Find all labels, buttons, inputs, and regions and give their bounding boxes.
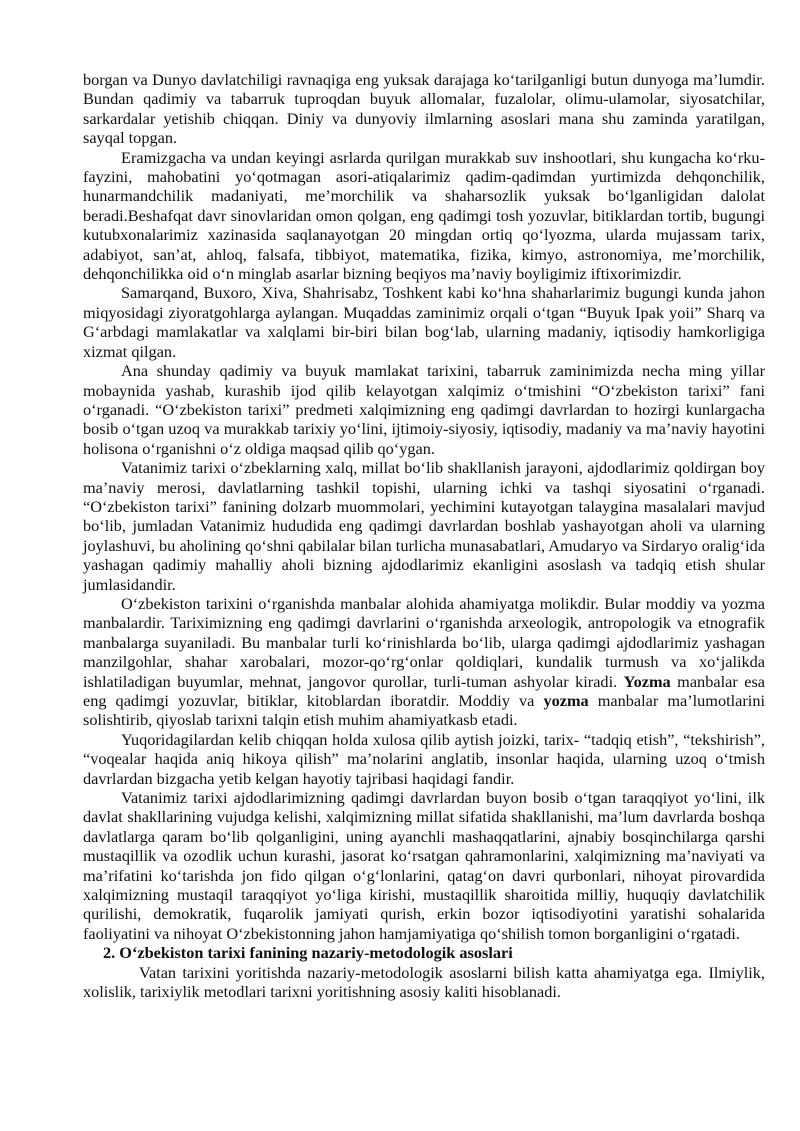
sources-text-b: manbalar esa eng qadimgi yozuvlar, bitiklar, kitoblardan iboratdir. Moddiy va: [83, 671, 766, 710]
paragraph-methodology: Vatan tarixini yoritishda nazariy-metodologik asoslarni bilish katta ahamiyatga ega. Ilmiylik, xolislik, tarixiylik metodlari tarixni yoritishning asosiy kaliti hisoblanadi.: [83, 962, 765, 1002]
paragraph-continuation: borgan va Dunyo davlatchiligi ravnaqiga eng yuksak darajaga ko‘tarilganligi butun dunyoga ma’lumdir. Bundan qadimiy va tabarruk tuproqdan buyuk allomalar, fuzalolar, olimu-ulamolar, siyosatchilar, sarkardalar yetishib chiqqan. Diniy va dunyoviy ilmlarning asoslari mana shu zaminda yaratilgan, sayqal topgan.: [83, 70, 765, 148]
sources-text-a: O‘zbekiston tarixini o‘rganishda manbalar alohida ahamiyatga molikdir. Bular moddiy va yozma manbalardir. Tariximizning eng qadimgi davrlarini o‘rganishda arxeologik, antropologik va etnografik manbalarga suyaniladi. Bu manbalar turli ko‘rinishlarda bo‘lib, ularga qadimgi ajdodlarimiz yashagan manzilgohlar, shahar xarobalari, mozor-qo‘rg‘onlar qoldiqlari, kundalik turmush va xo‘jalikda ishlatiladigan buyumlar, mehnat, jangovor qurollar, turli-tuman ashyolar kiradi.: [83, 593, 765, 691]
sources-text-c: manbalar ma’lumotlarini solishtirib, qiyoslab tarixni talqin etish muhim ahamiyatkasb etadi.: [83, 691, 765, 730]
sources-bold-written: Yozma: [623, 671, 671, 691]
paragraph-development-path: Vatanimiz tarixi ajdodlarimizning qadimgi davrlardan buyon bosib o‘tgan taraqqiyot yo‘lini, ilk davlat shakllarining vujudga kelishi, xalqimizning millat sifatida shakllanishi, ma’lum davrlarda boshqa davlatlarga qaram bo‘lib qolganligini, uning ayanchli mashaqqatlarini, ajnabiy bosqinchilarga qarshi mustaqillik va ozodlik uchun kurashi, jasorat ko‘rsatgan qahramonlarini, xalqimizning ma’naviyati va ma’rifatini ko‘tarishda jon fido qilgan o‘g‘lonlarini, qatag‘on davri qurbonlari, nihoyat pirovardida xalqimizning mustaqil taraqqiyot yo‘liga kirishi, mustaqillik sharoitida milliy, huquqiy davlatchilik qurilishi, demokratik, fuqarolik jamiyati qurish, erkin bozor iqtisodiyotini yaratishi sohalarida faoliyatini va nihoyat O‘zbekistonning jahon hamjamiyatiga qo‘shilish tomon borganligini o‘rgatadi.: [83, 788, 765, 943]
paragraph-subject-intro: Ana shunday qadimiy va buyuk mamlakat tarixini, tabarruk zaminimizda necha ming yillar mobaynida yashab, kurashib ijod qilib kelayotgan xalqimiz o‘tmishini “O‘zbekiston tarixi” fani o‘rganadi. “O‘zbekiston tarixi” predmeti xalqimizning eng qadimgi davrlardan to hozirgi kunlargacha bosib o‘tgan uzoq va murakkab tarixiy yo‘lini, ijtimoiy-siyosiy, iqtisodiy, madaniy va ma’naviy hayotini holisona o‘rganishni o‘z oldiga maqsad qilib qo‘ygan.: [83, 361, 765, 458]
section-heading: 2. O‘zbekiston tarixi fanining nazariy-metodologik asoslari: [103, 943, 513, 963]
document-page: [83, 70, 765, 1002]
paragraph-sources: [83, 594, 765, 730]
paragraph-ancient-cities: Samarqand, Buxoro, Xiva, Shahrisabz, Toshkent kabi ko‘hna shaharlarimiz bugungi kunda jahon miqyosidagi ziyoratgohlarga aylangan. Muqaddas zaminimiz orqali o‘tgan “Buyuk Ipak yoii” Sharq va G‘arbdagi mamlakatlar va xalqlami bir-biri bilan bog‘lab, ularning madaniy, iqtisodiy hamkorligiga xizmat qilgan.: [83, 283, 765, 361]
sources-bold-written-2: yozma: [543, 691, 589, 710]
paragraph-homeland-history: Vatanimiz tarixi o‘zbeklarning xalq, millat bo‘lib shakllanish jarayoni, ajdodlarimiz qoldirgan boy ma’naviy merosi, davlatlarning tashkil topishi, ularning ichki va tashqi siyosatini o‘rganadi. “O‘zbekiston tarixi” fanining dolzarb muommolari, yechimini kutayotgan talaygina masalalari mavjud bo‘lib, jumladan Vatanimiz hududida eng qadimgi davrlardan boshlab yashayotgan aholi va ularning joylashuvi, bu aholining qo‘shni qabilalar bilan turlicha munasabatlari, Amudaryo va Sirdaryo oralig‘ida yashagan qadimiy mahalliy aholi bizning ajdodlarimiz ekanligini asoslash va tadqiq etish shular jumlasidandir.: [83, 458, 765, 594]
paragraph-water-structures: Eramizgacha va undan keyingi asrlarda qurilgan murakkab suv inshootlari, shu kungacha ko‘rku-fayzini, mahobatini yo‘qotmagan asori-atiqalarimiz qadim-qadimdan yurtimizda dehqonchilik, hunarmandchilik madaniyati, me’morchilik va shaharsozlik yuksak bo‘lganligidan dalolat beradi.Beshafqat davr sinovlaridan omon qolgan, eng qadimgi tosh yozuvlar, bitiklardan tortib, bugungi kutubxonalarimiz xazinasida saqlanayotgan 20 mingdan ortiq qo‘lyozma, ularda mujassam tarix, adabiyot, san’at, ahloq, falsafa, tibbiyot, matematika, fizika, kimyo, astronomiya, me’morchilik, dehqonchilikka oid o‘n minglab asarlar bizning beqiyos ma’naviy boyligimiz iftixorimizdir.: [83, 147, 765, 284]
paragraph-conclusion: Yuqoridagilardan kelib chiqqan holda xulosa qilib aytish joizki, tarix- “tadqiq etish”, “tekshirish”, “voqealar haqida aniq hikoya qilish” ma’nolarini anglatib, insonlar haqida, ularning uzoq o‘tmish davrlardan bizgacha yetib kelgan hayotiy tajribasi haqidagi fandir.: [83, 729, 765, 788]
